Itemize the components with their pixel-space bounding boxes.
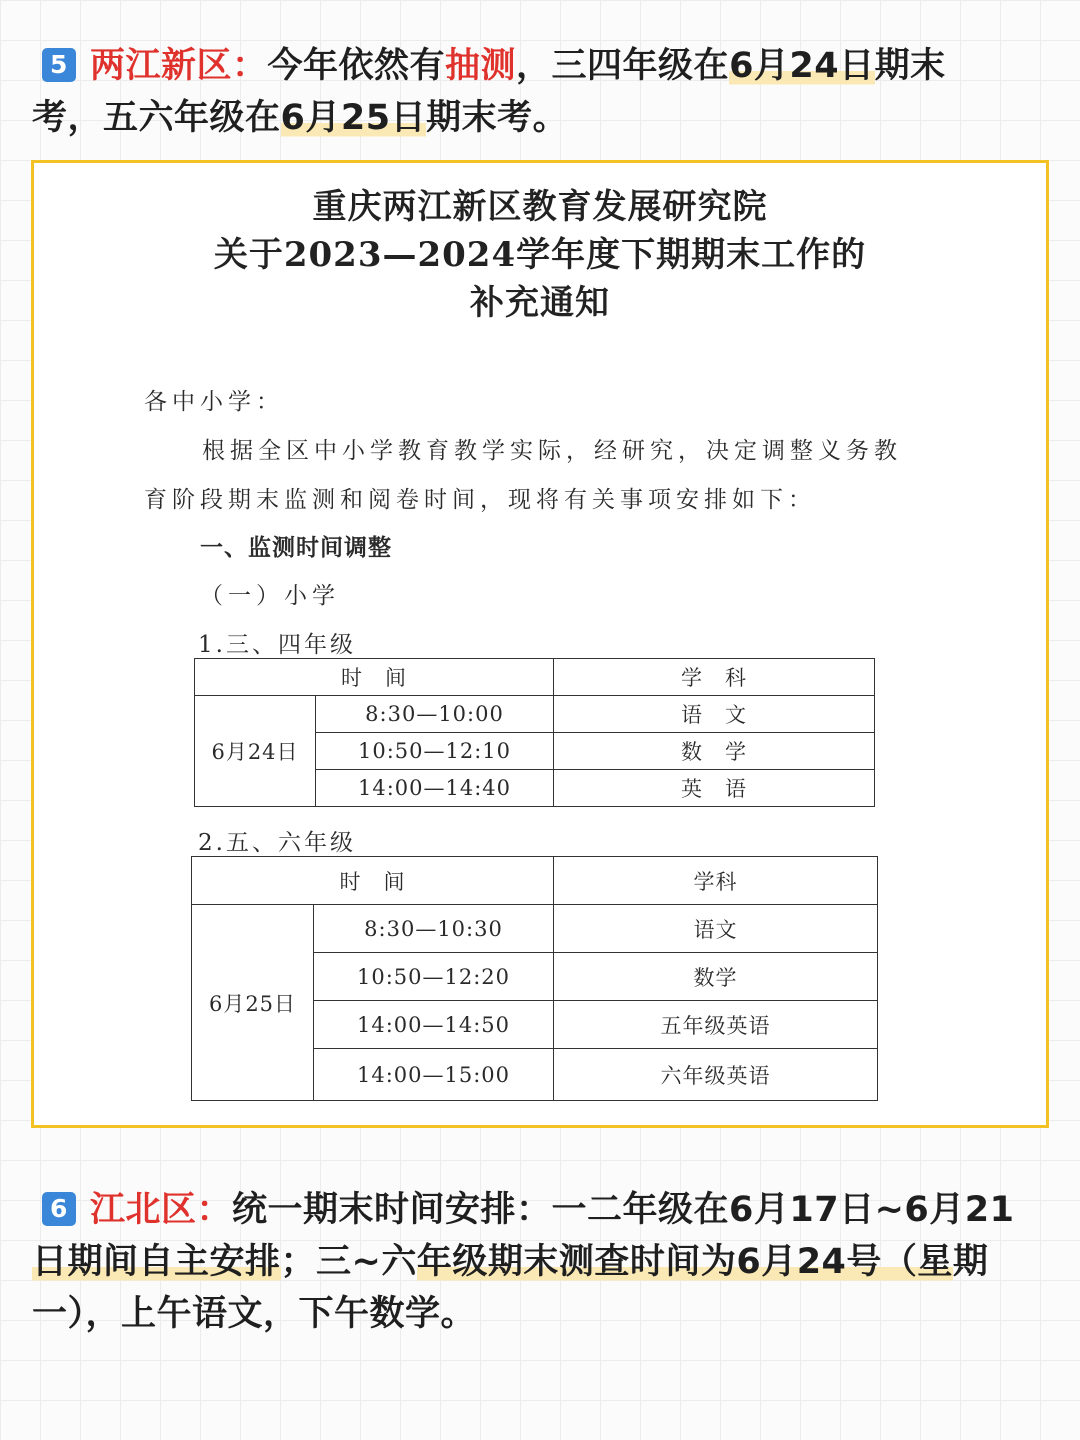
exam-date-cell: 6月24日: [195, 696, 316, 807]
district-name-jiangbei: 江北区：: [90, 1190, 233, 1230]
subject-cell: 语文: [554, 905, 878, 953]
highlight-self-arranged: 日期间自主安排: [32, 1242, 281, 1282]
header-subject: 学 科: [554, 659, 875, 696]
header-time: 时 间: [195, 659, 554, 696]
subject-cell: 英 语: [554, 770, 875, 807]
subject-cell: 语 文: [554, 696, 875, 733]
text-segment: 考，五六年级在: [32, 98, 281, 138]
section-6-paragraph: [32, 1184, 1047, 1340]
salutation: 各中小学：: [144, 389, 284, 415]
time-cell: 8:30—10:30: [314, 905, 554, 953]
text-segment: 统一期末时间安排：一二年级在: [232, 1190, 730, 1230]
time-cell: 14:00—15:00: [314, 1049, 554, 1101]
grade-5-6-schedule-table: [191, 856, 878, 1101]
highlight-test-date: 年级期末测查时间为6月24号（星: [416, 1242, 953, 1282]
highlight-date-june-24: 6月24日: [729, 46, 875, 86]
heading-primary-school: （一）小学: [200, 583, 340, 609]
time-cell: 10:50—12:20: [314, 953, 554, 1001]
notice-document-image: [31, 160, 1049, 1128]
number-5-badge: 5: [42, 48, 76, 82]
keyword-spot-test: 抽测: [445, 46, 517, 86]
text-segment: ，三四年级在: [516, 46, 730, 86]
body-line-2: 育阶段期末监测和阅卷时间，现将有关事项安排如下：: [144, 487, 816, 513]
grade-3-4-label: 1.三、四年级: [198, 632, 356, 658]
body-line-1: 根据全区中小学教育教学实际，经研究，决定调整义务教: [202, 438, 902, 464]
subject-cell: 数学: [554, 953, 878, 1001]
heading-schedule-adjustment: 一、监测时间调整: [200, 535, 392, 561]
subject-cell: 六年级英语: [554, 1049, 878, 1101]
highlight-date-june-25: 6月25日: [280, 98, 427, 138]
text-segment: 期末考。: [426, 98, 569, 138]
subject-cell: 数 学: [554, 733, 875, 770]
grade-3-4-schedule-table: [194, 658, 875, 807]
exam-date-cell: 6月25日: [192, 905, 314, 1101]
time-cell: 10:50—12:10: [316, 733, 554, 770]
document-title-line-1: 重庆两江新区教育发展研究院: [312, 187, 768, 227]
grade-5-6-label: 2.五、六年级: [198, 830, 356, 856]
text-segment: 6月17日~6月21: [729, 1190, 1015, 1230]
document-title-line-3: 补充通知: [470, 283, 610, 323]
document-title-line-2: 关于2023—2024学年度下期期末工作的: [213, 235, 867, 275]
subject-cell: 五年级英语: [554, 1001, 878, 1049]
section-5-paragraph: [32, 40, 1047, 144]
header-subject: 学科: [554, 857, 878, 905]
text-segment: 今年依然有: [267, 46, 446, 86]
text-segment: ；三~六: [280, 1242, 417, 1282]
time-cell: 8:30—10:00: [316, 696, 554, 733]
number-6-badge: 6: [42, 1192, 76, 1226]
time-cell: 14:00—14:40: [316, 770, 554, 807]
header-time: 时 间: [192, 857, 554, 905]
time-cell: 14:00—14:50: [314, 1001, 554, 1049]
district-name-liangjiang: 两江新区：: [90, 46, 268, 86]
text-segment: 一），上午语文，下午数学。: [32, 1294, 477, 1334]
text-segment: 期末: [874, 46, 946, 86]
text-segment: 期: [952, 1242, 989, 1282]
